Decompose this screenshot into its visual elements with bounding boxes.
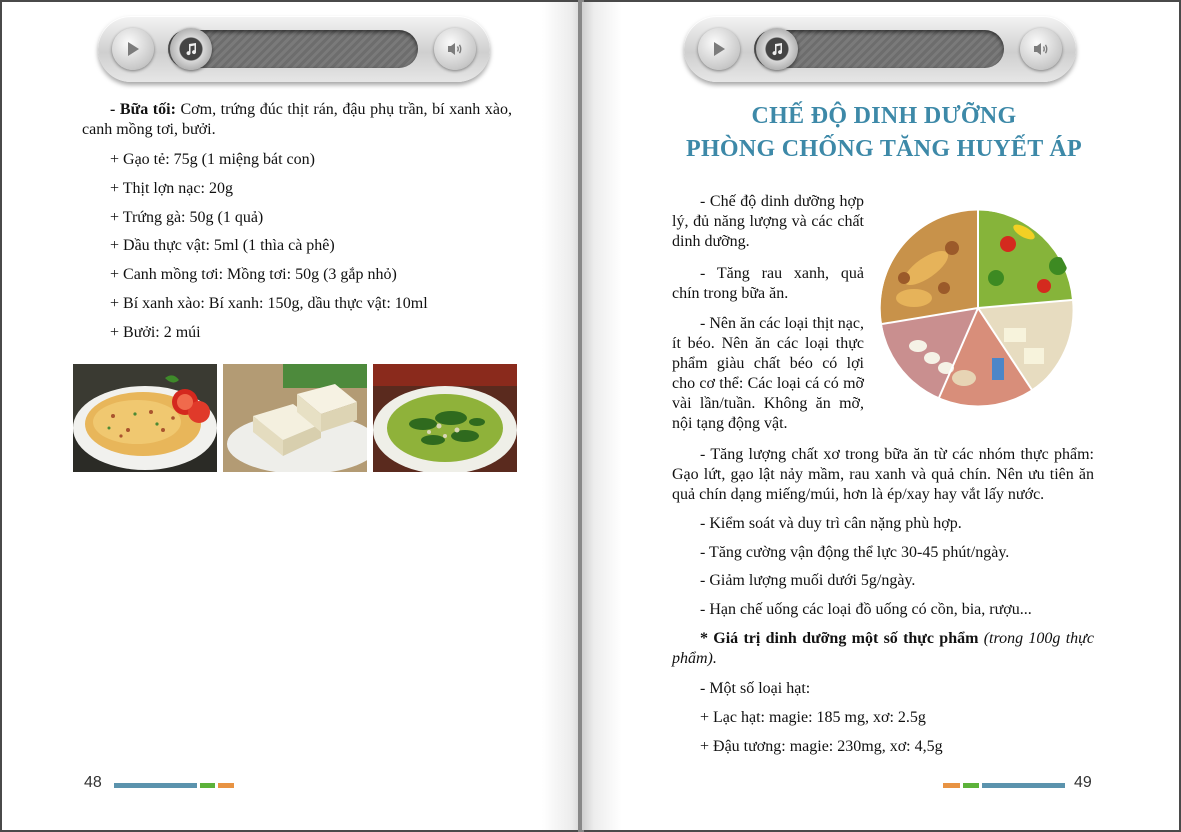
tofu-photo bbox=[223, 364, 367, 472]
audio-progress-knob[interactable] bbox=[756, 28, 798, 70]
page-title-line1: CHẾ ĐỘ DINH DƯỠNG bbox=[751, 103, 1017, 129]
play-button[interactable] bbox=[698, 28, 740, 70]
right-page bbox=[582, 2, 1179, 830]
omelette-photo bbox=[73, 364, 217, 472]
para-2: - Tăng rau xanh, quả chín trong bữa ăn. bbox=[672, 265, 864, 302]
dinner-paragraph bbox=[82, 100, 512, 140]
menu-item: + Trứng gà: 50g (1 quả) bbox=[110, 209, 264, 226]
footer-bar-green bbox=[963, 783, 979, 788]
page-number: 49 bbox=[1074, 774, 1092, 791]
food-wheel-image bbox=[874, 208, 1086, 410]
footer-bar-blue bbox=[982, 783, 1065, 788]
page-title-line2: PHÒNG CHỐNG TĂNG HUYẾT ÁP bbox=[686, 136, 1082, 162]
nutrition-value-note: (trong 100g thực phẩm). bbox=[672, 630, 1094, 667]
dinner-text: Cơm, trứng đúc thịt rán, đậu phụ trần, bí xanh xào, canh mồng tơi, bưởi. bbox=[82, 101, 513, 138]
audio-progress-knob[interactable] bbox=[170, 28, 212, 70]
play-button[interactable] bbox=[112, 28, 154, 70]
para-7: - Giảm lượng muối dưới 5g/ngày. bbox=[700, 572, 916, 589]
nutrition-value-heading: * Giá trị dinh dưỡng một số thực phẩm bbox=[700, 630, 979, 647]
music-note-icon bbox=[184, 42, 198, 56]
para-8: - Hạn chế uống các loại đồ uống có cồn, bia, rượu... bbox=[700, 601, 1032, 618]
page-number: 48 bbox=[84, 774, 102, 791]
para-11: + Đậu tương: magie: 230mg, xơ: 4,5g bbox=[700, 738, 943, 755]
audio-player bbox=[684, 16, 1076, 82]
play-icon bbox=[124, 40, 142, 58]
volume-button[interactable] bbox=[1020, 28, 1062, 70]
speaker-icon bbox=[445, 40, 465, 58]
left-page bbox=[2, 2, 580, 830]
para-6: - Tăng cường vận động thể lực 30-45 phút/ngày. bbox=[700, 544, 1010, 561]
speaker-icon bbox=[1031, 40, 1051, 58]
menu-item: + Thịt lợn nạc: 20g bbox=[110, 180, 233, 197]
audio-player bbox=[98, 16, 490, 82]
menu-item: + Dầu thực vật: 5ml (1 thìa cà phê) bbox=[110, 237, 335, 254]
music-note-icon bbox=[770, 42, 784, 56]
para-3: - Nên ăn các loại thịt nạc, ít béo. Nên ăn các loại thực phẩm giàu chất béo có lợi cho cơ thể: Các loại cá có mỡ vài lần/tuần. Không ăn mỡ, nội tạng động vật. bbox=[672, 315, 864, 432]
nutrition-value-paragraph bbox=[672, 629, 1094, 669]
para-4: - Tăng lượng chất xơ trong bữa ăn từ các nhóm thực phẩm: Gạo lứt, gạo lật nảy mầm, rau xanh và quả chín. Nên ưu tiên ăn quả chín dạng miếng/múi, hơn là ép/xay hay vắt lấy nước. bbox=[672, 446, 1094, 503]
footer-bar-blue bbox=[114, 783, 197, 788]
footer-bar-green bbox=[200, 783, 215, 788]
soup-photo bbox=[373, 364, 517, 472]
play-icon bbox=[710, 40, 728, 58]
para-5: - Kiểm soát và duy trì cân nặng phù hợp. bbox=[700, 515, 962, 532]
para-10: + Lạc hạt: magie: 185 mg, xơ: 2.5g bbox=[700, 709, 926, 726]
para-9: - Một số loại hạt: bbox=[700, 680, 811, 697]
para-1: - Chế độ dinh dưỡng hợp lý, đủ năng lượng và các chất dinh dưỡng. bbox=[672, 193, 864, 250]
volume-button[interactable] bbox=[434, 28, 476, 70]
menu-item: + Canh mồng tơi: Mồng tơi: 50g (3 gắp nhỏ) bbox=[110, 266, 397, 283]
footer-bar-orange bbox=[943, 783, 960, 788]
menu-item: + Bưởi: 2 múi bbox=[110, 324, 201, 341]
footer-bar-orange bbox=[218, 783, 234, 788]
dinner-heading: - Bữa tối: bbox=[110, 101, 176, 118]
menu-item: + Bí xanh xào: Bí xanh: 150g, dầu thực vật: 10ml bbox=[110, 295, 428, 312]
menu-item: + Gạo tẻ: 75g (1 miệng bát con) bbox=[110, 151, 315, 168]
